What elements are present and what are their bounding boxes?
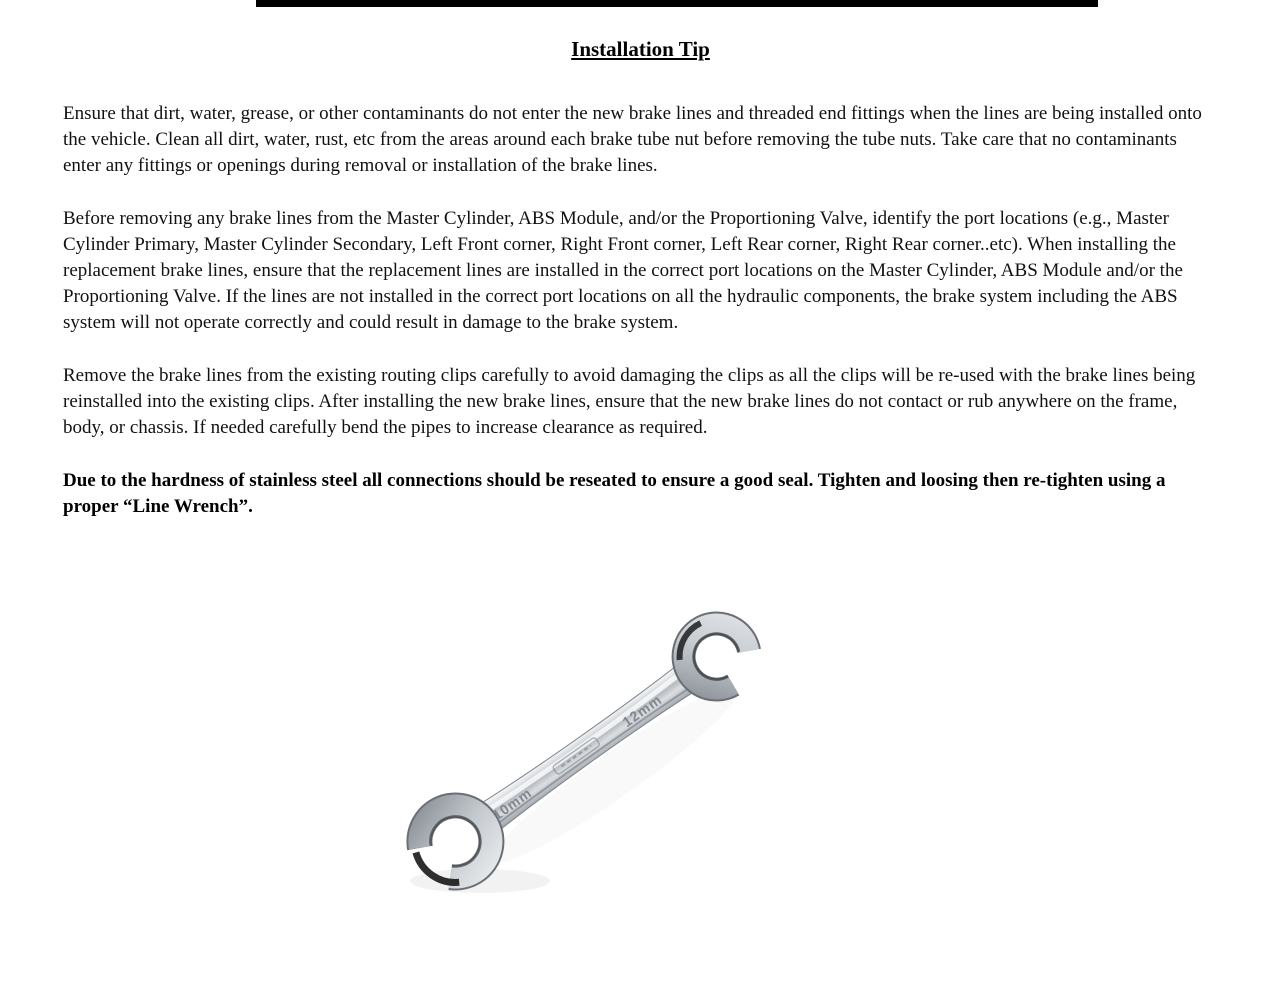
paragraph-routing-clips: Remove the brake lines from the existing routing clips carefully to avoid damaging the clips as all the clips will be re-used with the brake lines being reinstalled into the existing clips. After installing the new brake lines, ensure that the new brake lines do not contact or rub anywhere on the frame, body, or chassis. If needed carefully bend the pipes to increase clearance as required. xyxy=(63,365,1196,438)
wrench-size-stamp-12mm: 12mm xyxy=(619,691,665,730)
flare-nut-line-wrench-image xyxy=(385,605,825,915)
line-wrench-illustration xyxy=(385,605,825,915)
wrench-size-stamp-10mm: 10mm xyxy=(489,784,535,824)
document-content xyxy=(63,36,1218,547)
page-title: Installation Tip xyxy=(571,37,710,61)
paragraph-line-wrench-warning: Due to the hardness of stainless steel all connections should be reseated to ensure a good seal. Tighten and loosing then re-tighten using a proper “Line Wrench”. xyxy=(63,470,1166,517)
paragraph-contaminants: Ensure that dirt, water, grease, or other contaminants do not enter the new brake lines and threaded end fittings when the lines are being installed onto the vehicle. Clean all dirt, water, rust, etc from the areas around each brake tube nut before removing the tube nuts. Take care that no contaminants enter any fittings or openings during removal or installation of the brake lines. xyxy=(63,103,1202,176)
wrench-body xyxy=(385,605,790,915)
top-partial-rule xyxy=(256,0,1098,7)
wrench-drop-shadow xyxy=(410,671,750,893)
paragraph-port-locations: Before removing any brake lines from the Master Cylinder, ABS Module, and/or the Proportioning Valve, identify the port locations (e.g., Master Cylinder Primary, Master Cylinder Secondary, Left Front corner, Right Front corner, Left Rear corner, Right Rear corner..etc). When installing the replacement brake lines, ensure that the replacement lines are installed in the correct port locations on the Master Cylinder, ABS Module and/or the Proportioning Valve. If the lines are not installed in the correct port locations on all the hydraulic components, the brake system including the ABS system will not operate correctly and could result in damage to the brake system. xyxy=(63,208,1183,333)
